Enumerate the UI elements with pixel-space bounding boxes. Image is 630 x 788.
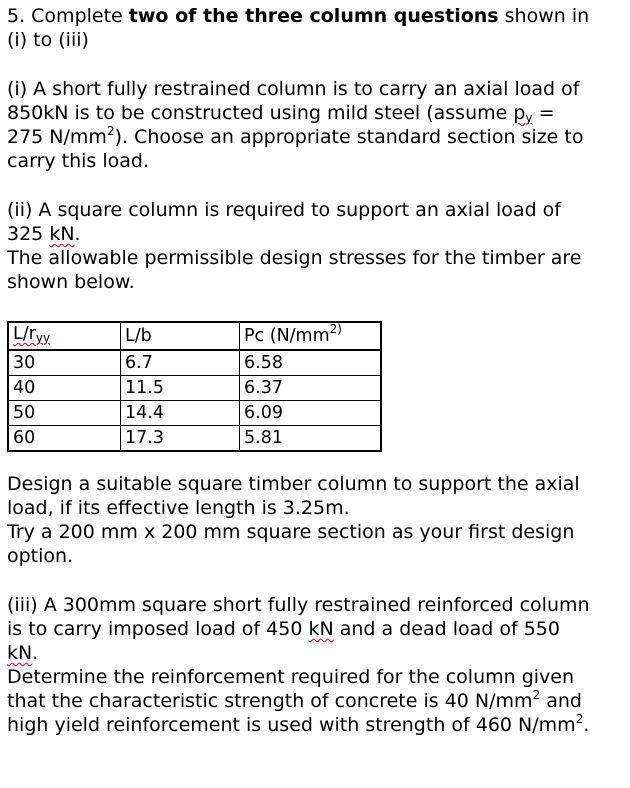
part-iii-text-4: Determine the reinforcement required for the column given (7, 666, 575, 688)
cell-lr: 50 (8, 401, 121, 426)
part-ii-line-3 (7, 246, 582, 270)
part-i-text-4: carry this load. (7, 150, 150, 172)
part-iii-line-4 (7, 665, 574, 689)
cell-pc: 6.37 (240, 376, 382, 401)
part-iii-text-5: that the characteristic strength of concrete is 40 N/mm (7, 690, 533, 712)
part-ii-text-6: load, if its effective length is 3.25m. (7, 497, 350, 519)
cell-lb: 17.3 (121, 426, 240, 452)
question-subheading (7, 28, 89, 52)
part-ii-line-1 (7, 198, 561, 222)
table-header-row (8, 322, 381, 350)
part-ii-line-2 (7, 222, 81, 246)
kn-unit: kN (308, 618, 334, 640)
part-ii-text-7: Try a 200 mm x 200 mm square section as your first design (7, 521, 575, 543)
part-ii-text-5: Design a suitable square timber column to support the axial (7, 473, 580, 495)
question-heading (7, 4, 589, 28)
part-iii-text-6: high yield reinforcement is used with strength of 460 N/mm (7, 714, 576, 736)
part-iii-text-5-end: and (540, 690, 582, 712)
py-symbol (513, 102, 532, 124)
heading-text-end: shown in (498, 5, 590, 27)
part-ii-line-8 (7, 544, 73, 568)
cell-lb: 6.7 (121, 350, 240, 376)
table-row (8, 350, 381, 376)
timber-stress-table (7, 321, 382, 452)
header-lr-label (13, 324, 50, 344)
heading-text: 5. Complete (7, 5, 129, 27)
part-iii-line-2 (7, 617, 560, 641)
cell-pc: 5.81 (240, 426, 382, 452)
part-iii-text-6-end: . (583, 714, 590, 736)
cell-pc: 6.09 (240, 401, 382, 426)
part-iii-line-6 (7, 713, 589, 737)
part-iii-text-2: is to carry imposed load of 450 (7, 618, 309, 640)
part-iii-line-1 (7, 593, 590, 617)
part-iii-superscript: 2 (532, 688, 541, 702)
part-i-superscript: 2 (106, 124, 115, 138)
part-ii-text-4: shown below. (7, 271, 135, 293)
part-i-line-3 (7, 125, 583, 149)
part-ii-text-1: (ii) A square column is required to support an axial load of (7, 199, 561, 221)
header-lb: L/b (121, 322, 240, 350)
part-i-text-2: 850kN is to be constructed using mild steel (assume (7, 102, 514, 124)
part-iii-line-3 (7, 641, 38, 665)
part-ii-text-2-end: . (74, 223, 81, 245)
table-row (8, 426, 381, 452)
part-ii-text-8: option. (7, 545, 74, 567)
cell-lr: 30 (8, 350, 121, 376)
table-row (8, 376, 381, 401)
cell-lb: 14.4 (121, 401, 240, 426)
part-ii-line-5 (7, 472, 580, 496)
kn-unit: kN (7, 642, 33, 664)
header-lr-sub: yy (35, 331, 51, 345)
cell-pc: 6.58 (240, 350, 382, 376)
part-i-text-1: (i) A short fully restrained column is to carry an axial load of (7, 78, 580, 100)
cell-lr: 40 (8, 376, 121, 401)
part-ii-line-7 (7, 520, 574, 544)
part-ii-text-2: 325 (7, 223, 50, 245)
py-symbol-sub: y (525, 111, 533, 125)
part-i-text-3-end: ). Choose an appropriate standard section size to (114, 126, 584, 148)
part-iii-superscript: 2 (575, 712, 584, 726)
cell-lr: 60 (8, 426, 121, 452)
header-pc (240, 322, 382, 350)
part-i-text-2-end: = (532, 102, 555, 124)
py-symbol-p: p (513, 102, 526, 124)
part-ii-line-4 (7, 270, 135, 294)
part-iii-text-3-end: . (32, 642, 39, 664)
part-i-line-4 (7, 149, 149, 173)
part-iii-text-2-end: and a dead load of 550 (333, 618, 560, 640)
header-lr (8, 322, 121, 350)
part-i-text-3: 275 N/mm (7, 126, 107, 148)
subheading-text: (i) to (iii) (7, 29, 89, 51)
part-i-line-1 (7, 77, 579, 101)
kn-unit: kN (49, 223, 75, 245)
header-pc-sup: 2) (329, 322, 342, 336)
part-ii-line-6 (7, 496, 350, 520)
table-row (8, 401, 381, 426)
header-lr-text: L/r (13, 324, 36, 344)
part-ii-text-3: The allowable permissible design stresses for the timber are (7, 247, 582, 269)
part-iii-text-1: (iii) A 300mm square short fully restrained reinforced column (7, 594, 590, 616)
part-iii-line-5 (7, 689, 582, 713)
heading-bold-text: two of the three column questions (128, 5, 499, 27)
cell-lb: 11.5 (121, 376, 240, 401)
header-pc-text: Pc (N/mm (244, 326, 330, 346)
